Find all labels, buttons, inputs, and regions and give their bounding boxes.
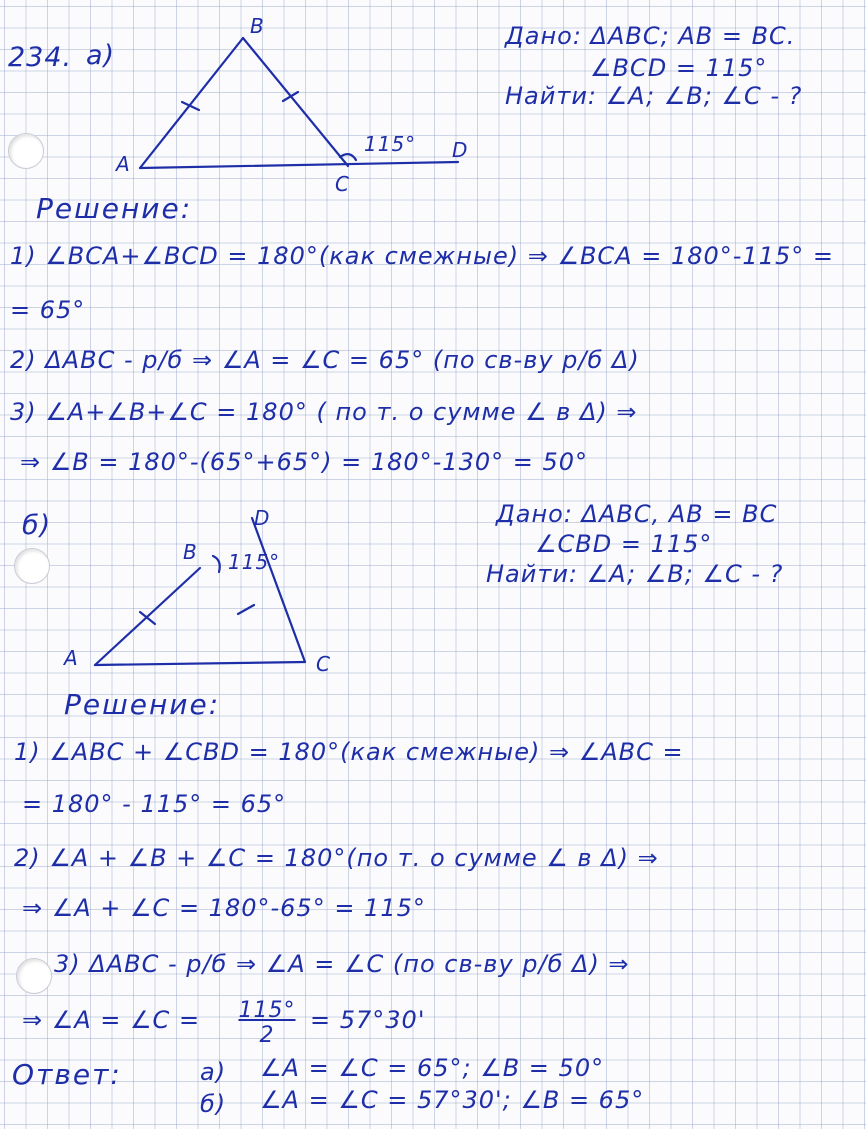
line-cd-b xyxy=(252,518,305,662)
solution-title-a: Решение: xyxy=(36,192,193,225)
vertex-label-b-b: B xyxy=(183,540,198,564)
step-a-3: 3) ∠A+∠B+∠C = 180° ( по т. о сумме ∠ в Δ) ⇒ xyxy=(10,398,638,426)
answer-b-prefix: б) xyxy=(200,1090,227,1118)
vertex-label-d-b: D xyxy=(254,506,271,530)
given-line2-a: ∠BCD = 115° xyxy=(590,54,768,82)
vertex-label-c-a: C xyxy=(335,172,350,196)
angle-arc-b xyxy=(213,556,220,572)
angle-label-b: 115° xyxy=(228,550,281,574)
find-line-a: Найти: ∠A; ∠B; ∠C - ? xyxy=(505,82,803,110)
answer-a-prefix: а) xyxy=(200,1058,227,1086)
vertex-label-a-b: A xyxy=(64,646,79,670)
fraction-numerator: 115° xyxy=(238,998,296,1023)
given-line2-b: ∠CBD = 115° xyxy=(535,530,713,558)
angle-label-a: 115° xyxy=(364,132,417,156)
step-b-1: 1) ∠ABC + ∠CBD = 180°(как смежные) ⇒ ∠ABC = xyxy=(14,738,684,766)
tick-bc-b xyxy=(238,605,254,614)
step-a-2: 2) ΔABC - р/б ⇒ ∠A = ∠C = 65° (по св-ву р/б Δ) xyxy=(10,346,640,374)
final-result-b: = 57°30' xyxy=(310,1006,426,1034)
answer-label: Ответ: xyxy=(12,1058,122,1091)
base-ac-b xyxy=(95,662,305,665)
fraction xyxy=(232,998,302,1048)
given-line1-a: Дано: ΔABC; AB = BC. xyxy=(505,22,796,50)
part-b-label: б) xyxy=(22,510,52,541)
step-a-1: 1) ∠BCA+∠BCD = 180°(как смежные) ⇒ ∠BCA = 180°-115° = xyxy=(10,242,834,270)
final-prefix-b: ⇒ ∠A = ∠C = xyxy=(22,1006,201,1034)
answer-b-text: ∠A = ∠C = 57°30'; ∠B = 65° xyxy=(260,1086,645,1114)
step-b-2-cont: ⇒ ∠A + ∠C = 180°-65° = 115° xyxy=(22,894,426,922)
vertex-label-c-b: C xyxy=(316,652,331,676)
step-b-3: 3) ΔABC - р/б ⇒ ∠A = ∠C (по св-ву р/б Δ) ⇒ xyxy=(54,950,630,978)
step-a-1-cont: = 65° xyxy=(10,296,86,324)
answer-a-text: ∠A = ∠C = 65°; ∠B = 50° xyxy=(260,1054,605,1082)
given-line1-b: Дано: ΔABC, AB = BC xyxy=(496,500,778,528)
vertex-label-b-a: B xyxy=(250,14,265,38)
solution-title-b: Решение: xyxy=(64,688,221,721)
part-a-label: а) xyxy=(86,40,116,71)
vertex-label-d-a: D xyxy=(452,138,469,162)
vertex-label-a-a: A xyxy=(116,152,131,176)
fraction-denominator: 2 xyxy=(259,1023,275,1048)
side-ab-b xyxy=(95,568,200,665)
step-b-2: 2) ∠A + ∠B + ∠C = 180°(по т. о сумме ∠ в Δ) ⇒ xyxy=(14,844,659,872)
step-b-1-cont: = 180° - 115° = 65° xyxy=(22,790,287,818)
problem-number: 234. xyxy=(8,42,73,73)
find-line-b: Найти: ∠A; ∠B; ∠C - ? xyxy=(486,560,784,588)
step-a-3-cont: ⇒ ∠B = 180°-(65°+65°) = 180°-130° = 50° xyxy=(20,448,589,476)
